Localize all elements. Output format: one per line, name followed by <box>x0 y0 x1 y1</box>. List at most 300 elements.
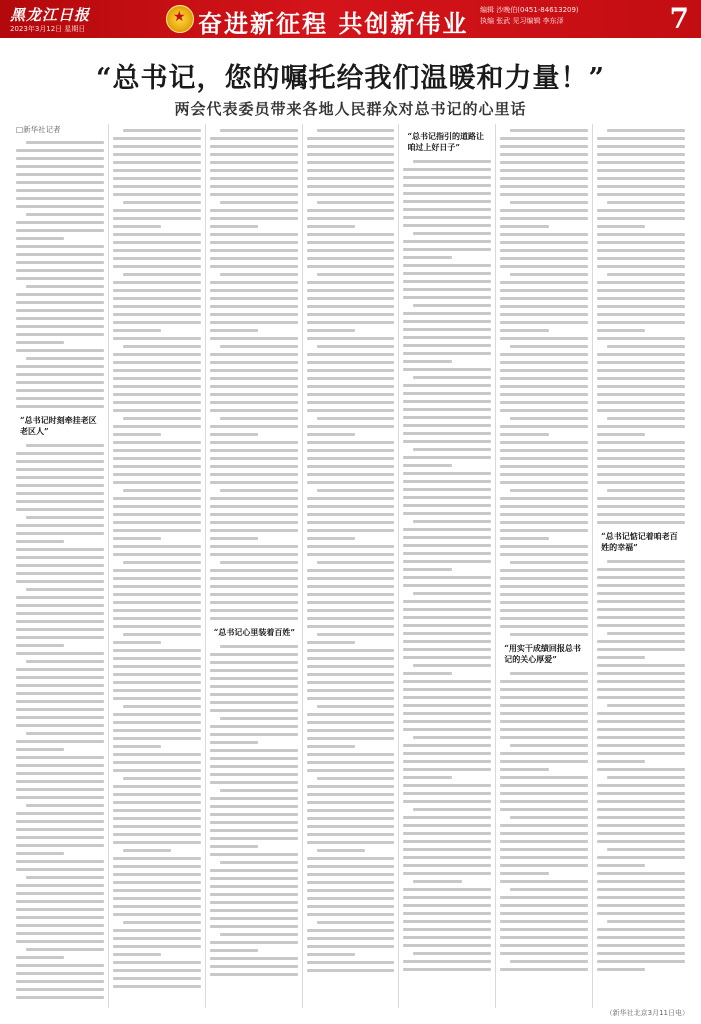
text-line <box>403 856 491 859</box>
text-line <box>403 200 491 203</box>
text-line <box>113 545 201 548</box>
text-line <box>403 704 491 707</box>
text-line <box>597 305 685 308</box>
text-line <box>16 772 104 775</box>
text-line <box>597 225 645 228</box>
text-line <box>210 297 298 300</box>
editor-contact <box>480 5 630 27</box>
text-line <box>113 353 201 356</box>
text-line <box>113 473 201 476</box>
text-line <box>307 545 395 548</box>
text-line <box>500 385 588 388</box>
text-line <box>607 273 685 276</box>
text-line <box>317 273 395 276</box>
text-line <box>500 209 588 212</box>
text-line <box>500 609 588 612</box>
text-line <box>16 301 104 304</box>
text-line <box>403 416 491 419</box>
text-line <box>500 680 588 683</box>
text-line <box>307 233 395 236</box>
text-line <box>26 285 104 288</box>
text-line <box>307 409 395 412</box>
text-line <box>113 553 201 556</box>
text-line <box>113 793 201 796</box>
text-line <box>16 508 104 511</box>
text-line <box>500 337 588 340</box>
text-line <box>403 648 491 651</box>
text-line <box>597 457 685 460</box>
text-line <box>403 960 491 963</box>
text-line <box>16 596 104 599</box>
text-line <box>403 792 491 795</box>
text-line <box>597 768 685 771</box>
text-line <box>307 449 395 452</box>
text-line <box>317 633 395 636</box>
text-line <box>307 745 355 748</box>
text-line <box>113 801 201 804</box>
text-line <box>403 672 451 675</box>
text-line <box>16 564 104 567</box>
text-line <box>16 540 64 543</box>
text-line <box>16 397 104 400</box>
text-line <box>510 888 588 891</box>
text-line <box>500 281 588 284</box>
text-line <box>403 440 491 443</box>
text-line <box>210 537 258 540</box>
text-line <box>210 169 298 172</box>
text-line <box>307 593 395 596</box>
text-line <box>210 409 298 412</box>
text-line <box>16 229 104 232</box>
text-line <box>26 588 104 591</box>
text-line <box>26 444 104 447</box>
text-line <box>307 185 395 188</box>
text-line <box>403 616 491 619</box>
text-lines <box>597 560 685 971</box>
text-line <box>210 709 298 712</box>
text-line <box>597 600 685 603</box>
text-line <box>500 161 588 164</box>
column-2 <box>109 124 206 1008</box>
text-line <box>26 357 104 360</box>
text-line <box>597 137 685 140</box>
text-line <box>403 208 491 211</box>
text-line <box>113 177 201 180</box>
text-line <box>500 920 588 923</box>
text-line <box>113 585 201 588</box>
text-line <box>220 345 298 348</box>
newspaper-logo: 黑龙江日报 <box>10 6 91 24</box>
text-line <box>307 737 395 740</box>
text-line <box>403 256 451 259</box>
text-line <box>210 901 298 904</box>
text-line <box>403 552 491 555</box>
text-line <box>210 925 298 928</box>
text-line <box>413 664 491 667</box>
text-lines <box>113 129 201 988</box>
text-line <box>307 465 395 468</box>
text-line <box>510 201 588 204</box>
text-line <box>113 249 201 252</box>
text-line <box>500 928 588 931</box>
text-line <box>403 472 491 475</box>
text-line <box>16 820 104 823</box>
text-line <box>210 741 258 744</box>
text-line <box>597 712 685 715</box>
text-line <box>510 633 588 636</box>
text-line <box>307 297 395 300</box>
text-line <box>597 688 685 691</box>
text-line <box>403 680 491 683</box>
text-line <box>307 937 395 940</box>
text-lines <box>16 141 104 408</box>
text-line <box>113 929 201 932</box>
text-line <box>123 345 201 348</box>
text-line <box>307 505 395 508</box>
text-line <box>113 465 201 468</box>
text-line <box>597 401 685 404</box>
text-line <box>307 585 395 588</box>
text-line <box>113 657 201 660</box>
text-line <box>16 652 104 655</box>
text-line <box>500 177 588 180</box>
text-line <box>16 748 64 751</box>
text-line <box>16 309 104 312</box>
text-line <box>597 616 685 619</box>
text-line <box>210 313 298 316</box>
text-line <box>26 948 104 951</box>
text-line <box>16 788 104 791</box>
text-line <box>403 832 491 835</box>
text-line <box>597 473 685 476</box>
text-line <box>597 313 685 316</box>
text-line <box>307 249 395 252</box>
text-line <box>317 489 395 492</box>
text-line <box>113 961 201 964</box>
text-line <box>113 321 201 324</box>
text-line <box>403 392 491 395</box>
text-line <box>16 405 104 408</box>
text-line <box>597 944 685 947</box>
text-line <box>403 928 491 931</box>
text-line <box>16 317 104 320</box>
text-line <box>307 329 355 332</box>
text-line <box>16 852 64 855</box>
text-line <box>307 161 395 164</box>
text-line <box>500 848 588 851</box>
text-line <box>113 377 201 380</box>
contact-line-2: 执编 张武 见习编辑 李东泽 <box>480 17 564 25</box>
column-6 <box>496 124 593 1008</box>
text-line <box>510 561 588 564</box>
text-line <box>317 129 395 132</box>
text-line <box>210 941 298 944</box>
text-line <box>500 912 588 915</box>
text-line <box>307 377 395 380</box>
text-line <box>403 496 491 499</box>
text-line <box>500 241 588 244</box>
text-line <box>597 337 685 340</box>
text-line <box>113 569 201 572</box>
text-line <box>500 409 588 412</box>
text-line <box>597 297 685 300</box>
text-line <box>403 536 491 539</box>
text-line <box>16 612 104 615</box>
text-line <box>500 369 588 372</box>
text-line <box>597 784 685 787</box>
text-line <box>210 185 298 188</box>
text-line <box>500 457 588 460</box>
text-line <box>210 473 298 476</box>
text-line <box>500 577 588 580</box>
text-line <box>16 476 104 479</box>
text-line <box>597 896 685 899</box>
text-line <box>403 632 491 635</box>
text-line <box>500 792 588 795</box>
section-heading: “总书记心里装着百姓” <box>213 627 295 637</box>
text-line <box>220 201 298 204</box>
text-line <box>510 273 588 276</box>
text-line <box>210 669 298 672</box>
text-line <box>210 965 298 968</box>
text-line <box>403 576 491 579</box>
text-line <box>210 885 298 888</box>
text-lines <box>16 444 104 999</box>
text-lines <box>500 672 588 971</box>
text-line <box>16 988 104 991</box>
text-line <box>113 945 201 948</box>
text-line <box>500 225 548 228</box>
text-line <box>500 289 588 292</box>
text-line <box>210 249 298 252</box>
text-line <box>403 168 491 171</box>
text-line <box>403 800 491 803</box>
text-line <box>403 504 491 507</box>
text-line <box>597 281 685 284</box>
text-line <box>113 529 201 532</box>
text-line <box>220 273 298 276</box>
text-line <box>500 736 588 739</box>
text-line <box>403 368 491 371</box>
text-line <box>16 868 104 871</box>
text-line <box>113 329 161 332</box>
text-line <box>500 832 588 835</box>
text-line <box>307 913 395 916</box>
text-line <box>113 433 161 436</box>
text-line <box>510 417 588 420</box>
text-line <box>597 680 685 683</box>
text-line <box>16 524 104 527</box>
text-line <box>607 848 685 851</box>
text-line <box>500 936 588 939</box>
text-line <box>597 952 685 955</box>
text-line <box>16 333 104 336</box>
text-line <box>113 257 201 260</box>
text-line <box>403 896 491 899</box>
text-line <box>16 700 104 703</box>
text-line <box>113 425 201 428</box>
text-line <box>597 177 685 180</box>
text-line <box>210 337 298 340</box>
text-line <box>16 261 104 264</box>
text-line <box>210 465 298 468</box>
text-line <box>597 153 685 156</box>
text-line <box>403 600 491 603</box>
text-line <box>403 528 491 531</box>
text-line <box>500 968 588 971</box>
text-line <box>500 712 588 715</box>
text-line <box>307 929 395 932</box>
text-line <box>500 585 588 588</box>
text-line <box>317 345 395 348</box>
text-line <box>113 409 201 412</box>
text-line <box>500 864 588 867</box>
text-line <box>113 513 201 516</box>
text-line <box>403 848 491 851</box>
text-line <box>210 813 298 816</box>
text-line <box>210 781 298 784</box>
text-line <box>210 893 298 896</box>
text-line <box>113 881 201 884</box>
text-line <box>210 917 298 920</box>
text-line <box>113 505 201 508</box>
text-line <box>210 837 298 840</box>
text-line <box>500 760 588 763</box>
text-line <box>500 393 588 396</box>
byline: □新华社记者 <box>16 125 61 134</box>
text-line <box>123 705 201 708</box>
text-line <box>500 137 588 140</box>
text-line <box>16 996 104 999</box>
text-line <box>210 577 298 580</box>
text-line <box>16 572 104 575</box>
text-line <box>403 776 451 779</box>
text-line <box>307 905 395 908</box>
text-line <box>307 617 395 620</box>
text-line <box>597 928 685 931</box>
text-line <box>210 601 298 604</box>
column-4 <box>303 124 400 1008</box>
text-line <box>500 425 588 428</box>
text-line <box>500 529 588 532</box>
text-line <box>113 145 201 148</box>
text-line <box>403 752 491 755</box>
text-line <box>16 548 104 551</box>
text-line <box>16 197 104 200</box>
masthead-band <box>0 0 701 38</box>
text-line <box>597 433 645 436</box>
text-line <box>597 888 685 891</box>
text-line <box>16 373 104 376</box>
text-line <box>113 617 201 620</box>
text-line <box>403 400 491 403</box>
text-line <box>16 381 104 384</box>
text-line <box>307 169 395 172</box>
text-line <box>607 632 685 635</box>
text-line <box>597 217 685 220</box>
text-line <box>597 608 685 611</box>
text-line <box>16 964 104 967</box>
text-line <box>403 456 491 459</box>
text-line <box>500 305 588 308</box>
text-line <box>307 225 355 228</box>
text-line <box>210 305 298 308</box>
text-line <box>500 537 548 540</box>
text-line <box>500 265 588 268</box>
text-line <box>210 973 298 976</box>
text-line <box>16 668 104 671</box>
text-line <box>113 665 201 668</box>
text-line <box>307 681 395 684</box>
text-line <box>307 953 355 956</box>
text-line <box>16 764 104 767</box>
text-line <box>16 245 104 248</box>
text-line <box>113 233 201 236</box>
text-line <box>16 325 104 328</box>
text-line <box>16 157 104 160</box>
text-line <box>210 821 298 824</box>
text-line <box>597 409 685 412</box>
text-line <box>403 424 491 427</box>
text-line <box>307 689 395 692</box>
text-line <box>16 924 104 927</box>
text-lines <box>500 129 588 636</box>
text-line <box>210 585 298 588</box>
text-line <box>597 968 645 971</box>
text-line <box>16 684 104 687</box>
text-line <box>413 592 491 595</box>
text-line <box>16 277 104 280</box>
text-line <box>307 721 395 724</box>
text-line <box>597 656 645 659</box>
text-line <box>500 433 548 436</box>
text-line <box>607 489 685 492</box>
text-line <box>403 264 491 267</box>
contact-line-1: 编辑 沙晚伯(0451-84613209) <box>480 6 579 14</box>
text-line <box>113 841 201 844</box>
text-line <box>220 129 298 132</box>
text-line <box>597 592 685 595</box>
text-line <box>500 353 588 356</box>
text-line <box>210 661 298 664</box>
text-line <box>403 296 491 299</box>
text-line <box>16 341 64 344</box>
text-line <box>307 753 395 756</box>
text-line <box>113 641 161 644</box>
text-line <box>413 736 491 739</box>
text-line <box>307 529 395 532</box>
text-line <box>500 153 588 156</box>
text-line <box>210 569 298 572</box>
text-line <box>16 556 104 559</box>
text-line <box>597 664 685 667</box>
text-line <box>403 344 491 347</box>
text-line <box>500 193 588 196</box>
text-line <box>597 185 685 188</box>
text-line <box>113 497 201 500</box>
text-line <box>113 977 201 980</box>
text-line <box>403 912 491 915</box>
text-line <box>113 281 201 284</box>
text-line <box>16 812 104 815</box>
text-line <box>16 692 104 695</box>
text-line <box>16 468 104 471</box>
article-subheadline: 两会代表委员带来各地人民群众对总书记的心里话 <box>174 100 527 118</box>
text-line <box>210 869 298 872</box>
text-line <box>210 877 298 880</box>
text-line <box>16 980 104 983</box>
text-line <box>16 580 104 583</box>
